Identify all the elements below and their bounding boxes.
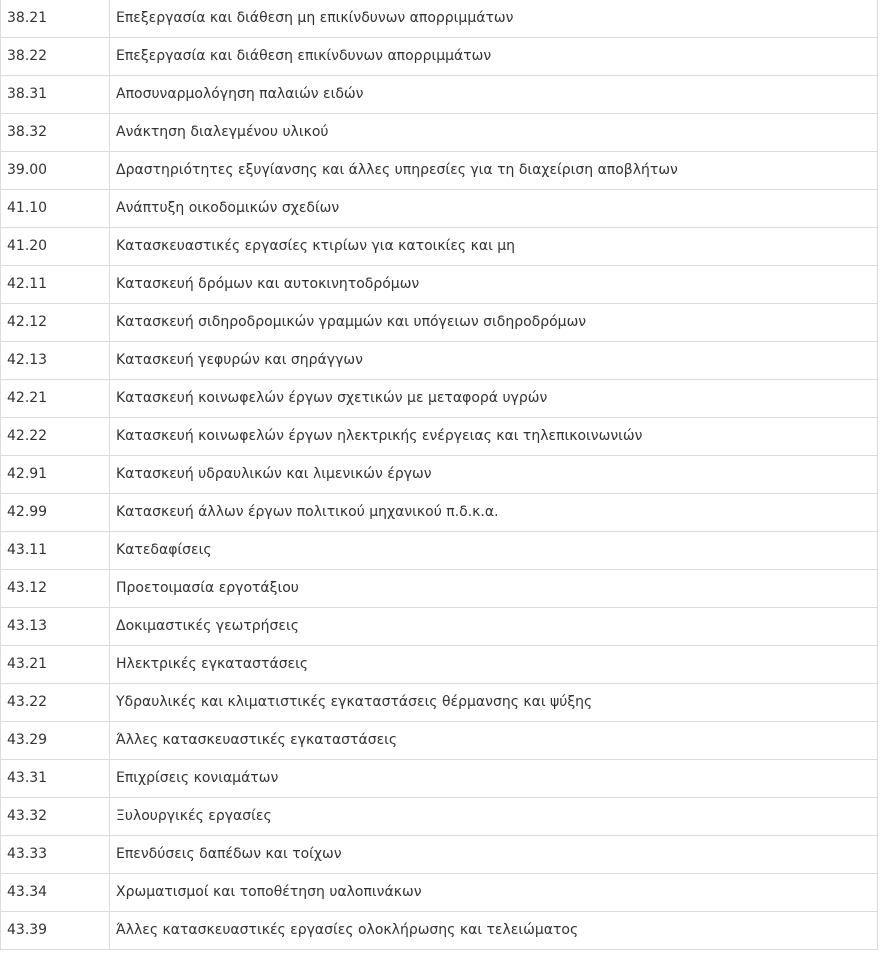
activity-description-cell: Προετοιμασία εργοτάξιου xyxy=(110,569,878,607)
activity-code-cell: 39.00 xyxy=(1,151,110,189)
table-row xyxy=(1,151,878,189)
table-row xyxy=(1,759,878,797)
table-row xyxy=(1,113,878,151)
table-row xyxy=(1,265,878,303)
activity-description-cell: Δοκιμαστικές γεωτρήσεις xyxy=(110,607,878,645)
activity-code-cell: 42.22 xyxy=(1,417,110,455)
activity-code-cell: 43.13 xyxy=(1,607,110,645)
activity-code-cell: 41.20 xyxy=(1,227,110,265)
activity-description-cell: Κατασκευή κοινωφελών έργων σχετικών με μεταφορά υγρών xyxy=(110,379,878,417)
activity-codes-table-body xyxy=(1,0,878,949)
activity-description-cell: Κατασκευή σιδηροδρομικών γραμμών και υπόγειων σιδηροδρόμων xyxy=(110,303,878,341)
table-row xyxy=(1,721,878,759)
activity-description-cell: Ανάπτυξη οικοδομικών σχεδίων xyxy=(110,189,878,227)
activity-code-cell: 42.12 xyxy=(1,303,110,341)
table-row xyxy=(1,683,878,721)
activity-code-cell: 38.21 xyxy=(1,0,110,37)
table-row xyxy=(1,303,878,341)
activity-description-cell: Κατασκευή κοινωφελών έργων ηλεκτρικής ενέργειας και τηλεπικοινωνιών xyxy=(110,417,878,455)
activity-description-cell: Κατεδαφίσεις xyxy=(110,531,878,569)
activity-description-cell: Ανάκτηση διαλεγμένου υλικού xyxy=(110,113,878,151)
activity-code-cell: 42.11 xyxy=(1,265,110,303)
activity-description-cell: Κατασκευή άλλων έργων πολιτικού μηχανικού π.δ.κ.α. xyxy=(110,493,878,531)
activity-description-cell: Κατασκευή δρόμων και αυτοκινητοδρόμων xyxy=(110,265,878,303)
activity-code-cell: 42.99 xyxy=(1,493,110,531)
activity-description-cell: Ηλεκτρικές εγκαταστάσεις xyxy=(110,645,878,683)
activity-description-cell: Κατασκευαστικές εργασίες κτιρίων για κατοικίες και μη xyxy=(110,227,878,265)
activity-code-cell: 43.32 xyxy=(1,797,110,835)
activity-code-cell: 43.39 xyxy=(1,911,110,949)
table-row xyxy=(1,797,878,835)
activity-description-cell: Ξυλουργικές εργασίες xyxy=(110,797,878,835)
activity-description-cell: Επεξεργασία και διάθεση μη επικίνδυνων απορριμμάτων xyxy=(110,0,878,37)
activity-description-cell: Άλλες κατασκευαστικές εργασίες ολοκλήρωσης και τελειώματος xyxy=(110,911,878,949)
activity-code-cell: 43.22 xyxy=(1,683,110,721)
table-row xyxy=(1,493,878,531)
table-row xyxy=(1,341,878,379)
activity-code-cell: 42.13 xyxy=(1,341,110,379)
table-row xyxy=(1,645,878,683)
table-row xyxy=(1,189,878,227)
table-row xyxy=(1,835,878,873)
table-row xyxy=(1,37,878,75)
table-row xyxy=(1,607,878,645)
activity-code-cell: 43.34 xyxy=(1,873,110,911)
table-row xyxy=(1,75,878,113)
activity-description-cell: Χρωματισμοί και τοποθέτηση υαλοπινάκων xyxy=(110,873,878,911)
table-row xyxy=(1,0,878,37)
activity-description-cell: Επιχρίσεις κονιαμάτων xyxy=(110,759,878,797)
table-row xyxy=(1,379,878,417)
activity-code-cell: 38.32 xyxy=(1,113,110,151)
activity-description-cell: Δραστηριότητες εξυγίανσης και άλλες υπηρεσίες για τη διαχείριση αποβλήτων xyxy=(110,151,878,189)
activity-description-cell: Κατασκευή υδραυλικών και λιμενικών έργων xyxy=(110,455,878,493)
activity-description-cell: Επενδύσεις δαπέδων και τοίχων xyxy=(110,835,878,873)
activity-description-cell: Επεξεργασία και διάθεση επικίνδυνων απορριμμάτων xyxy=(110,37,878,75)
activity-description-cell: Άλλες κατασκευαστικές εγκαταστάσεις xyxy=(110,721,878,759)
activity-code-cell: 43.31 xyxy=(1,759,110,797)
activity-description-cell: Κατασκευή γεφυρών και σηράγγων xyxy=(110,341,878,379)
activity-code-cell: 43.11 xyxy=(1,531,110,569)
activity-code-cell: 38.31 xyxy=(1,75,110,113)
table-row xyxy=(1,911,878,949)
activity-code-cell: 43.33 xyxy=(1,835,110,873)
table-row xyxy=(1,455,878,493)
table-row xyxy=(1,227,878,265)
activity-code-cell: 38.22 xyxy=(1,37,110,75)
table-row xyxy=(1,531,878,569)
activity-code-cell: 43.29 xyxy=(1,721,110,759)
table-row xyxy=(1,417,878,455)
activity-code-cell: 41.10 xyxy=(1,189,110,227)
table-row xyxy=(1,873,878,911)
activity-description-cell: Υδραυλικές και κλιματιστικές εγκαταστάσεις θέρμανσης και ψύξης xyxy=(110,683,878,721)
activity-description-cell: Αποσυναρμολόγηση παλαιών ειδών xyxy=(110,75,878,113)
activity-code-cell: 42.91 xyxy=(1,455,110,493)
activity-code-cell: 43.12 xyxy=(1,569,110,607)
activity-code-cell: 42.21 xyxy=(1,379,110,417)
table-row xyxy=(1,569,878,607)
activity-code-cell: 43.21 xyxy=(1,645,110,683)
